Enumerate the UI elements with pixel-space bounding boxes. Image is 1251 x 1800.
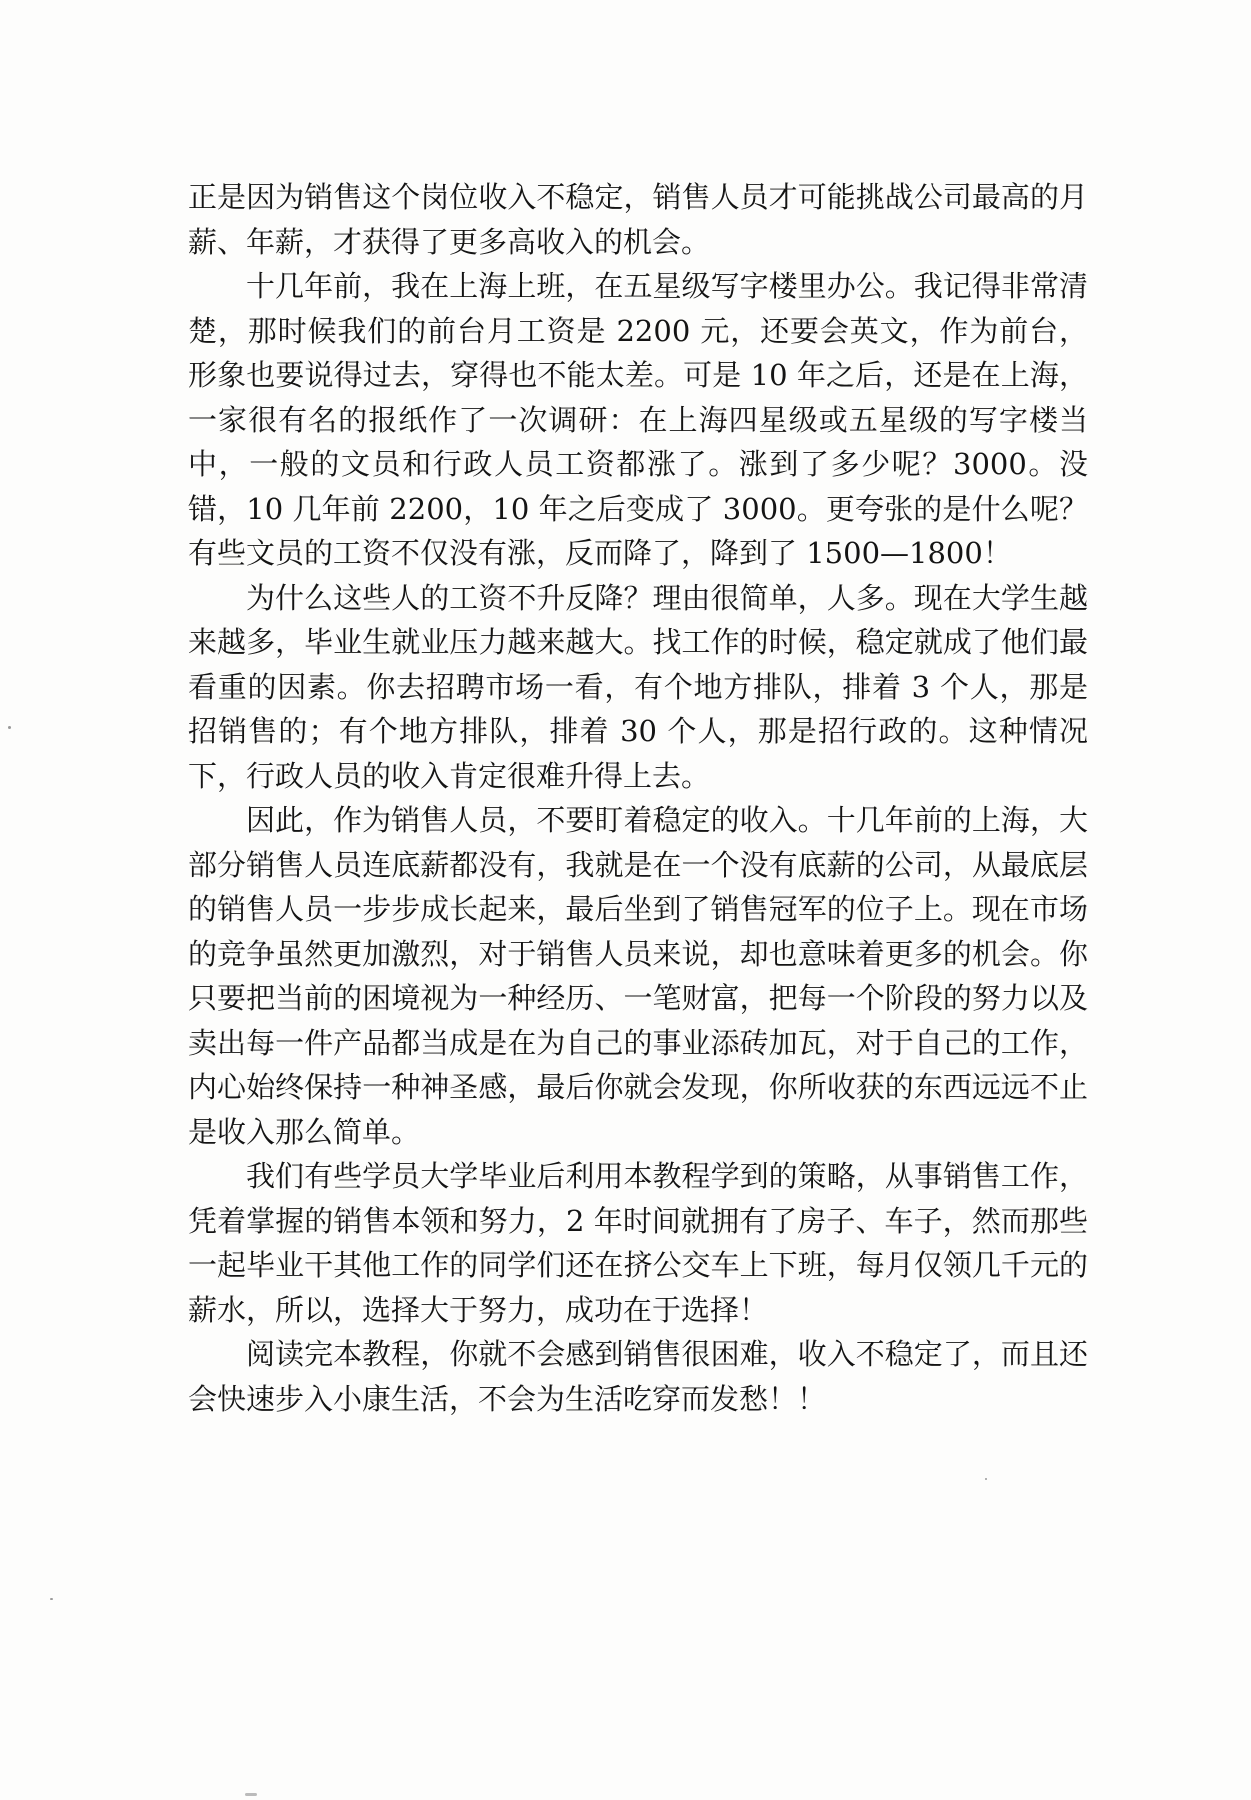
scan-speck xyxy=(245,1793,257,1796)
paragraph-6: 阅读完本教程，你就不会感到销售很困难，收入不稳定了，而且还会快速步入小康生活，不会为生活吃穿而发愁！！ xyxy=(188,1337,1088,1416)
paragraph-1: 正是因为销售这个岗位收入不稳定，销售人员才可能挑战公司最高的月薪、年薪，才获得了更多高收入的机会。 xyxy=(188,180,1088,259)
paragraph-2: 十几年前，我在上海上班，在五星级写字楼里办公。我记得非常清楚，那时候我们的前台月工资是 2200 元，还要会英文，作为前台，形象也要说得过去，穿得也不能太差。可是 10 年之后，还是在上海，一家很有名的报纸作了一次调研：在上海四星级或五星级的写字楼当中，一般的文员和行政人员工资都涨了。涨到了多少呢？3000。没错，10 几年前 2200，10 年之后变成了 3000。更夸张的是什么呢？有些文员的工资不仅没有涨，反而降了，降到了 1500—1800！ xyxy=(188,269,1088,570)
paragraph-3: 为什么这些人的工资不升反降？理由很简单，人多。现在大学生越来越多，毕业生就业压力越来越大。找工作的时候，稳定就成了他们最看重的因素。你去招聘市场一看，有个地方排队，排着 3 个人，那是招销售的；有个地方排队，排着 30 个人，那是招行政的。这种情况下，行政人员的收入肯定很难升得上去。 xyxy=(188,580,1088,793)
paragraph-5: 我们有些学员大学毕业后利用本教程学到的策略，从事销售工作，凭着掌握的销售本领和努力，2 年时间就拥有了房子、车子，然而那些一起毕业干其他工作的同学们还在挤公交车上下班，每月仅领几千元的薪水，所以，选择大于努力，成功在于选择！ xyxy=(188,1159,1088,1327)
scan-speck xyxy=(50,1598,53,1600)
paragraph-4: 因此，作为销售人员，不要盯着稳定的收入。十几年前的上海，大部分销售人员连底薪都没有，我就是在一个没有底薪的公司，从最底层的销售人员一步步成长起来，最后坐到了销售冠军的位子上。现在市场的竞争虽然更加激烈，对于销售人员来说，却也意味着更多的机会。你只要把当前的困境视为一种经历、一笔财富，把每一个阶段的努力以及卖出每一件产品都当成是在为自己的事业添砖加瓦，对于自己的工作，内心始终保持一种神圣感，最后你就会发现，你所收获的东西远远不止是收入那么简单。 xyxy=(188,803,1088,1149)
scan-speck xyxy=(985,1478,987,1480)
body-text xyxy=(188,175,1088,1421)
scan-speck xyxy=(8,726,11,729)
